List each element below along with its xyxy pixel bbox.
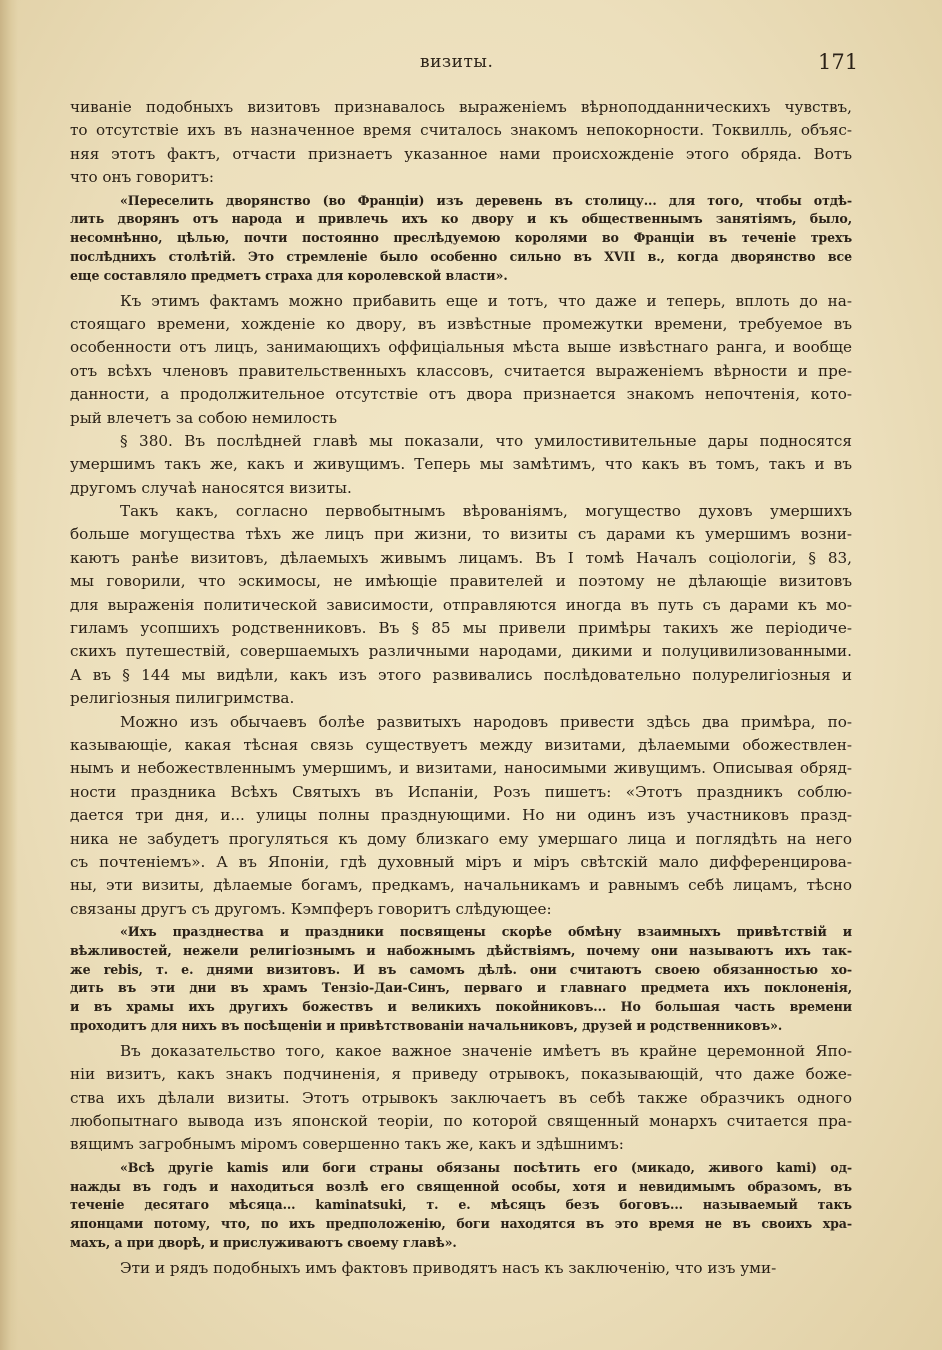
quote-line: еще составляло предметъ страха для королевской власти». [70,267,508,283]
quote-line: теченiе десятаго мѣсяца... kaminatsuki, т. е. мѣсяцъ безъ боговъ... называемый такъ [70,1197,852,1213]
block-quote [70,192,852,286]
quote-line: послѣднихъ столѣтiй. Это стремленiе было особенно сильно въ XVII в., когда дворянство все [70,248,852,264]
quote-line: вѣжливостей, нежели религiознымъ и набожнымъ дѣйствiямъ, почему они называютъ ихъ так- [70,942,852,958]
page-number: 171 [818,50,859,74]
paragraph [70,500,852,711]
text-line: мы говорили, что эскимосы, не имѣющiе правителей и поэтому не дѣлающiе визитовъ [70,572,852,591]
text-line: вящимъ загробнымъ мiромъ совершенно такъ же, какъ и здѣшнимъ: [70,1135,624,1154]
text-line: умершимъ такъ же, какъ и живущимъ. Теперь мы замѣтимъ, что какъ въ томъ, такъ и въ [70,455,852,474]
quote-line: проходитъ для нихъ въ посѣщенiи и привѣтствованiи начальниковъ, друзей и родственниковъ». [70,1018,783,1034]
text-line: скихъ путешествiй, совершаемыхъ различными народами, дикими и полуцивилизованными. [70,642,852,661]
paragraph [70,1257,852,1280]
quote-line: японцами потому, что, по ихъ предположенiю, боги находятся въ это время не въ своихъ хра- [70,1216,852,1232]
text-line: ны, эти визиты, дѣлаемые богамъ, предкамъ, начальникамъ и равнымъ себѣ лицамъ, тѣсно [70,876,852,895]
text-line: Можно изъ обычаевъ болѣе развитыхъ народовъ привести здѣсь два примѣра, по- [120,712,852,731]
paragraph [70,1040,852,1157]
text-line: религiозныя пилигримства. [70,689,295,708]
quote-line: несомнѣнно, цѣлью, почти постоянно преслѣдуемою королями во Францiи въ теченiе трехъ [70,230,852,246]
text-line: Въ доказательство того, какое важное значенiе имѣетъ въ крайне церемонной Япо- [120,1041,852,1060]
text-line: нымъ и небожествленнымъ умершимъ, и визитами, наносимыми живущимъ. Описывая обряд- [70,759,852,778]
text-line: съ почтенiемъ». А въ Японiи, гдѣ духовный мiръ и мiръ свѣтскiй мало дифференцирова- [70,852,852,871]
text-line: ности праздника Всѣхъ Святыхъ въ Испанiи, Розъ пишетъ: «Этотъ праздникъ соблю- [70,782,852,801]
quote-line: «Всѣ другiе kamis или боги страны обязаны посѣтить его (микадо, живого kami) од- [120,1159,852,1175]
text-line: больше могущества тѣхъ же лицъ при жизни, то визиты съ дарами къ умершимъ возни- [70,525,852,544]
block-quote [70,923,852,1036]
text-line: особенности отъ лицъ, занимающихъ оффицiальныя мѣста выше извѣстнаго ранга, и вообще [70,338,852,357]
paragraph [70,290,852,430]
paragraph [70,430,852,500]
text-line: Къ этимъ фактамъ можно прибавить еще и тотъ, что даже и теперь, вплоть до на- [120,291,852,310]
text-line: что онъ говоритъ: [70,168,214,187]
quote-line: «Переселить дворянство (во Францiи) изъ деревень въ столицу... для того, чтобы отдѣ- [120,192,852,208]
text-line: для выраженiя политической зависимости, отправляются иногда въ путь съ дарами къ мо- [70,595,852,614]
text-line: связаны другъ съ другомъ. Кэмпферъ говоритъ слѣдующее: [70,899,552,918]
quote-line: лить дворянъ отъ народа и привлечь ихъ ко двору и къ общественнымъ занятiямъ, было, [70,211,852,227]
quote-line: и въ храмы ихъ другихъ божествъ и великихъ покойниковъ... Но большая часть времени [70,999,852,1015]
quote-line: же rebis, т. е. днями визитовъ. И въ самомъ дѣлѣ. они считаютъ своею обязанностью хо- [70,961,852,977]
text-line: гиламъ усопшихъ родственниковъ. Въ § 85 мы привели примѣры такихъ же перiодиче- [70,619,852,638]
text-line: Эти и рядъ подобныхъ имъ фактовъ приводятъ насъ къ заключенiю, что изъ уми- [120,1258,777,1277]
quote-line: махъ, а при дворѣ, и прислуживаютъ своему главѣ». [70,1235,457,1251]
text-line: другомъ случаѣ наносятся визиты. [70,478,352,497]
page-binding-shadow [0,0,18,1350]
text-line: ства ихъ дѣлали визиты. Этотъ отрывокъ заключаетъ въ себѣ также образчикъ одного [70,1088,852,1107]
running-head: визиты. [420,52,494,72]
text-line: казывающiе, какая тѣсная связь существуетъ между визитами, дѣлаемыми обожествлен- [70,735,852,754]
text-line: дается три дня, и... улицы полны празднующими. Но ни одинъ изъ участниковъ празд- [70,806,852,825]
text-line: данности, а продолжительное отсутствiе отъ двора признается знакомъ непочтенiя, кото- [70,385,852,404]
block-quote [70,1159,852,1253]
text-line: каютъ ранѣе визитовъ, дѣлаемыхъ живымъ лицамъ. Въ I томѣ Началъ соцiологiи, § 83, [70,548,852,567]
quote-line: «Ихъ празднества и праздники посвящены скорѣе обмѣну взаимныхъ привѣтствiй и [120,924,852,940]
text-line: А въ § 144 мы видѣли, какъ изъ этого развивались послѣдовательно полурелигiозныя и [70,665,852,684]
body-text [70,96,852,1280]
page-header [0,50,942,80]
paragraph [70,96,852,190]
text-line: няя этотъ фактъ, отчасти признаетъ указанное нами происхожденiе этого обряда. Вотъ [70,144,852,163]
quote-line: нажды въ годъ и находиться возлѣ его священной особы, хотя и невидимымъ образомъ, въ [70,1178,852,1194]
text-line: любопытнаго вывода изъ японской теорiи, по которой священный монархъ считается пра- [70,1112,852,1131]
paragraph [70,711,852,922]
text-line: § 380. Въ послѣдней главѣ мы показали, что умилостивительные дары подносятся [120,431,852,450]
text-line: отъ всѣхъ членовъ правительственныхъ классовъ, считается выраженiемъ вѣрности и пре- [70,361,852,380]
text-line: Такъ какъ, согласно первобытнымъ вѣрованiямъ, могущество духовъ умершихъ [120,502,852,521]
text-line: нiи визитъ, какъ знакъ подчиненiя, я приведу отрывокъ, показывающiй, что даже боже- [70,1065,852,1084]
quote-line: дить въ эти дни въ храмъ Тензiо-Даи-Синъ, перваго и главнаго предмета ихъ поклоненiя, [70,980,852,996]
text-line: рый влечетъ за собою немилость [70,408,338,427]
text-line: ника не забудетъ прогуляться къ дому близкаго ему умершаго лица и поглядѣть на него [70,829,852,848]
text-line: то отсутствiе ихъ въ назначенное время считалось знакомъ непокорности. Токвилль, объяс- [70,121,852,140]
text-line: стоящаго времени, хожденiе ко двору, въ извѣстные промежутки времени, требуемое въ [70,314,852,333]
text-line: чиванiе подобныхъ визитовъ признавалось выраженiемъ вѣрноподданническихъ чувствъ, [70,98,852,116]
